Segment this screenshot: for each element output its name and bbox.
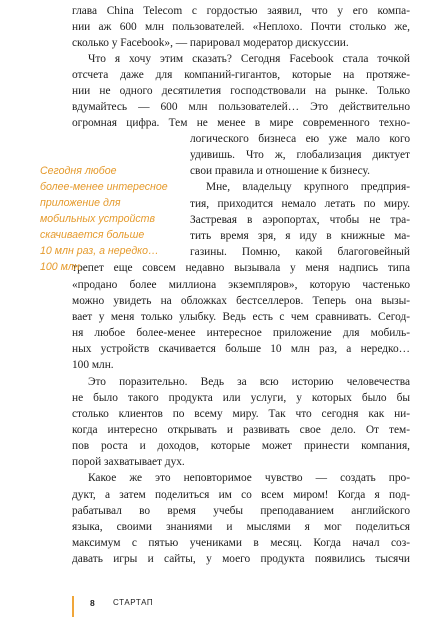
body-line: порой захватывает дух. (72, 456, 185, 468)
body-line: нии не одного десятилетия господствовали на рынке. Только (72, 85, 410, 97)
body-line: давать игры и сайты, у моего продукта появились тысячи (72, 553, 410, 565)
body-line: можно увидеть на обложках бестселлеров. Теперь она вызы- (72, 295, 410, 307)
pull-quote-line: Сегодня любое (40, 165, 117, 177)
body-line: вдумайтесь — 600 млн пользователей… Это действительно (72, 101, 410, 113)
body-line: огромная цифра. Тем не менее в мире современного техно- (72, 117, 410, 129)
body-line: свои правила и отношение к бизнесу. (190, 165, 370, 177)
body-line: максимум с пятью учениками в месяц. Когда начал соз- (72, 537, 410, 549)
pull-quote-line: приложение для (40, 197, 121, 209)
body-line: ня любое более-менее интересное приложение для мобиль- (72, 327, 410, 339)
body-line: Что я хочу этим сказать? Сегодня Facebook стала точкой (88, 53, 410, 65)
body-line: удивишь. Что ж, глобализация диктует (190, 149, 410, 161)
body-line: вает у меня только улыбку. Ведь есть с чем сравнивать. Сегод- (72, 311, 410, 323)
body-line: дукт, а затем поделиться им со всем миром! Когда я под- (72, 489, 410, 501)
body-line: Застревая в аэропортах, чтобы не тра- (190, 214, 410, 226)
body-line: языка, своими знаниями и мыслями я мог поделиться (72, 521, 410, 533)
body-line: сколько у Facebook», — парировал модератор дискуссии. (72, 37, 349, 49)
running-head: СТАРТАП (113, 598, 154, 607)
pull-quote-line: 10 млн раз, а нередко… (40, 245, 159, 257)
pull-quote-line: мобильных устройств (40, 213, 156, 225)
body-line: тия, приходится немало летать по миру. (190, 198, 410, 210)
body-line: столько клиентов по всему миру. Так что сегодня как ни- (72, 408, 410, 420)
body-line: отсчета даже для компаний-гигантов, которые на протяже- (72, 69, 410, 81)
pull-quote-line: скачивается больше (40, 229, 145, 241)
body-line: газины. Помню, какой благоговейный (190, 246, 410, 258)
footer-accent-bar (72, 596, 74, 617)
pull-quote (40, 163, 168, 275)
body-line: глава China Telecom с гордостью заявил, что у его компа- (72, 5, 410, 17)
page-number: 8 (90, 598, 95, 608)
body-line: не было такого продукта или услуги, у которых было бы (72, 392, 410, 404)
body-line: трепет еще совсем недавно вызывала у меня надпись типа (72, 262, 410, 274)
body-line: 100 млн. (72, 359, 114, 371)
body-line: нии аж 600 млн пользователей. «Неплохо. Почти столько же, (72, 21, 410, 33)
body-line: Мне, владельцу крупного предприя- (206, 181, 410, 193)
body-line: Это поразительно. Ведь за всю историю человечества (88, 376, 410, 388)
pull-quote-line: 100 млн. (40, 261, 83, 273)
body-line: когда интересно открывать и развивать свое дело. От тем- (72, 424, 410, 436)
body-line: Какое же это неповторимое чувство — создать про- (88, 472, 410, 484)
body-line: тить время зря, я иду в книжные ма- (190, 230, 410, 242)
body-line: ных устройств скачивается больше 10 млн раз, а нередко… (72, 343, 410, 355)
body-line: логического бизнеса ею уже мало кого (190, 133, 410, 145)
pull-quote-line: более-менее интересное (40, 181, 168, 193)
body-line: пов роста и доходов, которые может принести компания, (72, 440, 410, 452)
body-line: рабатывал во время учебы преподаванием английского (72, 505, 410, 517)
body-line: «продано более миллиона экземпляров», которую частенько (72, 279, 410, 291)
